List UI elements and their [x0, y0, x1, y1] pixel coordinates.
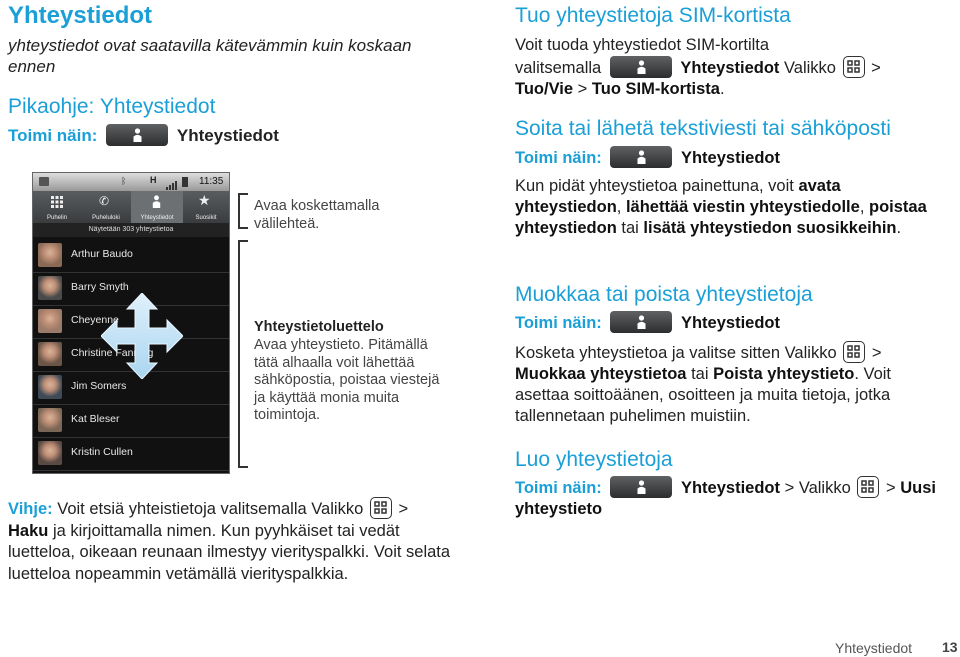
page-subtitle: yhteystiedot ovat saatavilla kätevämmin kuin koskaan ennen [8, 36, 412, 76]
contacts-app-icon [610, 476, 672, 498]
network-h-icon: H [150, 175, 157, 185]
edit-paragraph [515, 341, 945, 427]
edit-b2: Poista yhteystieto [713, 365, 855, 383]
call-paragraph [515, 176, 945, 239]
toimi-label: Toimi näin: [8, 126, 98, 145]
edit-heading: Muokkaa tai poista yhteystietoja [515, 283, 813, 306]
sim-gt: > [871, 59, 881, 77]
bluetooth-icon: ᛒ [121, 176, 127, 186]
contact-avatar [38, 441, 62, 465]
edit-gt: > [871, 344, 882, 362]
tip-text-rest: ja kirjoittamalla nimen. Kun pyyhkäiset tai vedät luetteloa, oikeaan reunaan ilmestyy vierityspalkki. Voit selata luetteloa nopeammin vetämällä vierityspalkkia. [8, 521, 451, 583]
sim-app: Yhteystiedot [680, 59, 780, 77]
tab-label: Puheluloki [92, 215, 120, 221]
contact-name: Cheyenne [71, 314, 119, 326]
menu-key-icon [843, 341, 865, 363]
menu-key-icon [843, 56, 865, 78]
contact-name: Christine Fanning [71, 347, 154, 359]
toimi-label: Toimi näin: [515, 479, 602, 497]
list-bracket [238, 240, 248, 468]
contact-name: Arthur Baudo [71, 248, 133, 260]
tab-label: Suosikit [195, 215, 217, 221]
contacts-tab-icon [151, 195, 162, 208]
sim-heading: Tuo yhteystietoja SIM-kortista [515, 4, 791, 27]
contact-name: Jim Somers [71, 380, 127, 392]
call-text: Kun pidät yhteystietoa painettuna, voit [515, 177, 794, 195]
app-name: Yhteystiedot [680, 314, 780, 332]
quickguide-heading: Pikaohje: Yhteystiedot [8, 95, 216, 118]
sim-text: Voit tuoda yhteystiedot SIM-kortilta [515, 36, 770, 54]
edit-text-2: . Voit asettaa soittoäänen, osoitteen ja muita tietoja, jotka tallennetaan puhelimen muistiin. [515, 365, 892, 425]
sim-paragraph [515, 35, 955, 100]
tab-bar [33, 191, 229, 223]
call-log-icon: ✆ [99, 194, 110, 208]
create-heading: Luo yhteystietoja [515, 448, 673, 471]
call-end: . [896, 219, 902, 237]
list-header: Näytetään 303 yhteystietoa [33, 223, 229, 237]
call-tai: tai [621, 219, 639, 237]
list-callout-title: Yhteystietoluettelo [254, 319, 384, 335]
sim-gt2: > [577, 80, 588, 98]
page-number: 13 [942, 639, 958, 655]
tab-puheluloki[interactable] [81, 191, 131, 223]
footer-section: Yhteystiedot [835, 640, 913, 656]
tip-label: Vihje: [8, 500, 53, 518]
phone-screenshot [32, 172, 230, 474]
menu-key-icon [857, 476, 879, 498]
call-comma: , [616, 198, 622, 216]
sim-valikko: Valikko [784, 59, 836, 77]
contacts-app-icon [610, 56, 672, 78]
sim-text-2: valitsemalla [515, 59, 602, 77]
edit-b1: Muokkaa yhteystietoa [515, 365, 687, 383]
menu-key-icon [370, 497, 392, 519]
contacts-app-icon [610, 311, 672, 333]
app-name: Yhteystiedot [680, 149, 780, 167]
tab-suosikit[interactable] [183, 191, 229, 223]
call-instruction [515, 146, 780, 169]
contact-avatar [38, 342, 62, 366]
battery-icon [182, 177, 188, 187]
contact-avatar [38, 309, 62, 333]
contact-avatar [38, 375, 62, 399]
call-comma: , [859, 198, 865, 216]
edit-instruction [515, 311, 780, 334]
contact-avatar [38, 408, 62, 432]
edit-tai: tai [691, 365, 709, 383]
status-bar [33, 173, 229, 191]
edit-text: Kosketa yhteystietoa ja valitse sitten [515, 344, 781, 362]
call-b4: lisätä yhteystiedon suosikkeihin [643, 219, 897, 237]
call-b3: poistaa yhteystiedon [515, 198, 927, 237]
tab-puhelin[interactable] [33, 191, 81, 223]
sim-end: . [719, 80, 725, 98]
swipe-arrows-icon [101, 293, 183, 379]
dialpad-icon [51, 196, 63, 208]
contact-avatar [38, 243, 62, 267]
notification-icon [39, 177, 49, 186]
contact-row[interactable] [33, 239, 229, 273]
status-time: 11:35 [199, 176, 224, 187]
tip-paragraph [8, 497, 453, 585]
signal-icon [166, 177, 178, 186]
sim-path: Tuo/Vie [515, 80, 574, 98]
app-name: Yhteystiedot [680, 479, 780, 497]
contact-row[interactable] [33, 437, 229, 471]
contacts-app-icon [106, 124, 168, 146]
quickguide-instruction [8, 124, 279, 146]
list-callout-text: Avaa yhteystieto. Pitämällä tätä alhaalla voit lähettää sähköpostia, poistaa viestejä ja käyttää monia muita toimintoja. [254, 337, 440, 423]
contact-avatar [38, 276, 62, 300]
tabs-callout: Avaa koskettamalla välilehteä. [254, 198, 380, 232]
app-name: Yhteystiedot [176, 126, 279, 145]
contact-name: Kristin Cullen [71, 446, 133, 458]
sim-path2: Tuo SIM-kortista [591, 80, 720, 98]
toimi-label: Toimi näin: [515, 149, 602, 167]
create-b: Uusi yhteystieto [515, 479, 936, 518]
tab-label: Puhelin [46, 215, 67, 221]
star-icon: ★ [198, 192, 211, 208]
tip-text: Voit etsiä yhteistietoja valitsemalla Valikko [57, 500, 364, 518]
call-b1: avata yhteystiedon [515, 177, 841, 216]
tip-gt: > [398, 500, 409, 518]
create-instruction [515, 476, 955, 520]
create-gt2: > [885, 479, 896, 497]
call-b2: lähettää viestin yhteystiedolle [625, 198, 860, 216]
edit-valikko: Valikko [784, 344, 837, 362]
tip-haku: Haku [8, 521, 49, 540]
contact-name: Kat Bleser [71, 413, 120, 425]
tab-label: Yhteystiedot [140, 215, 174, 221]
create-gt1: > Valikko [784, 479, 851, 497]
contact-row[interactable] [33, 404, 229, 438]
toimi-label: Toimi näin: [515, 314, 602, 332]
contacts-app-icon [610, 146, 672, 168]
page-title: Yhteystiedot [8, 2, 153, 29]
tabs-bracket [238, 193, 248, 229]
call-heading: Soita tai lähetä tekstiviesti tai sähköposti [515, 117, 891, 140]
contact-name: Barry Smyth [71, 281, 129, 293]
tab-yhteystiedot[interactable] [131, 191, 183, 223]
